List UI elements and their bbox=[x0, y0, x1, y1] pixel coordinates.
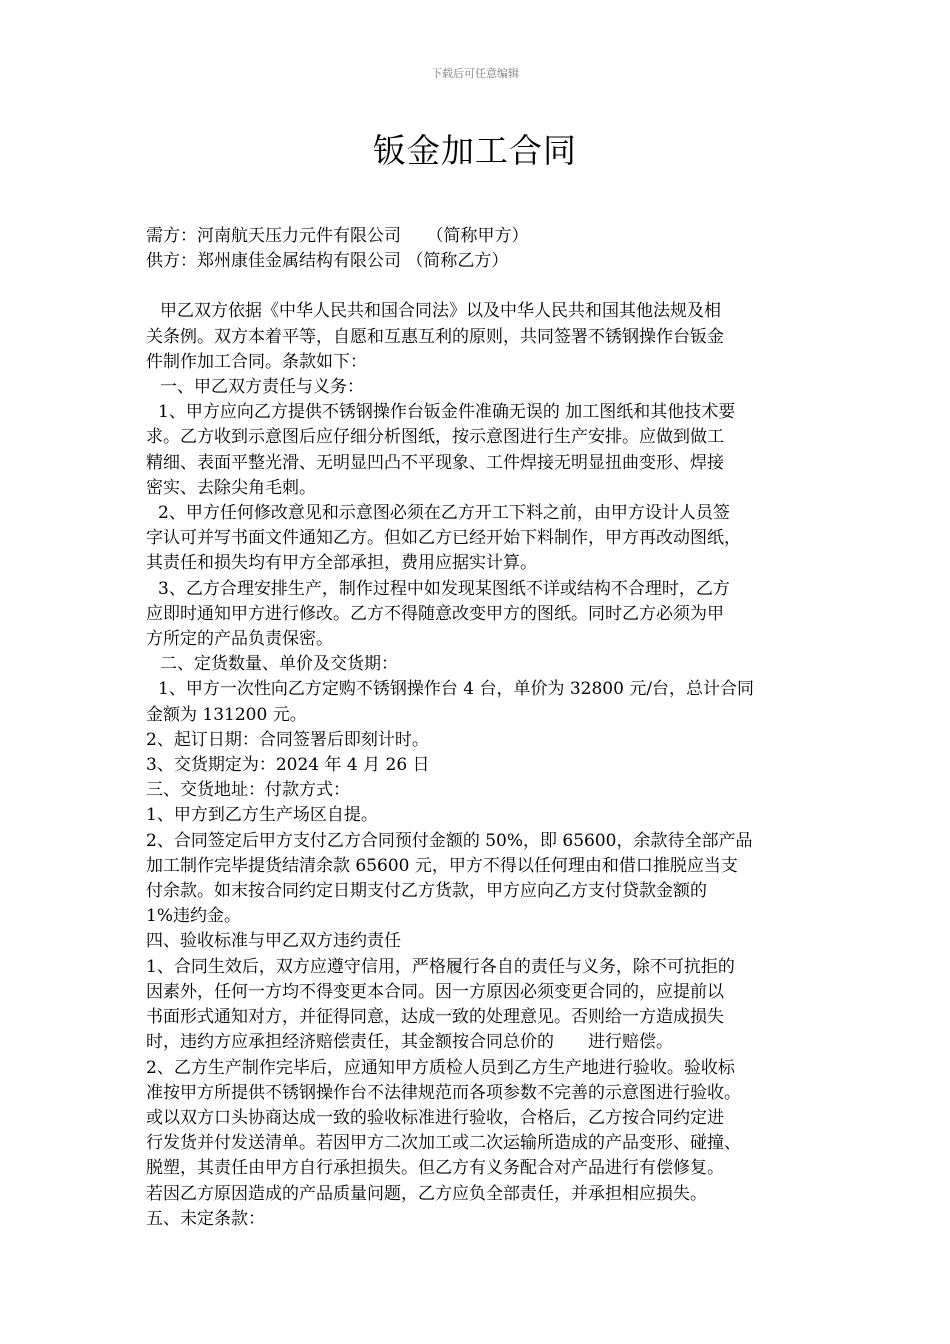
clause-line: 2、起订日期：合同签署后即刻计时。 bbox=[146, 729, 429, 750]
buyer-line: 需方：河南航天压力元件有限公司 （简称甲方） bbox=[146, 226, 529, 246]
parties-block bbox=[146, 224, 826, 274]
preamble-line: 甲乙双方依据《中华人民共和国合同法》以及中华人民共和国其他法规及相 bbox=[160, 301, 721, 322]
clause-line: 行发货并付发送清单。若因甲方二次加工或二次运输所造成的产品变形、碰撞、 bbox=[146, 1133, 741, 1154]
watermark-text: 下载后可任意编辑 bbox=[431, 67, 519, 80]
clause-line: 或以双方口头协商达成一致的验收标准进行验收，合格后，乙方按合同约定进 bbox=[146, 1107, 724, 1128]
preamble-line: 关条例。双方本着平等，自愿和互惠互利的原则，共同签署不锈钢操作台钣金 bbox=[146, 326, 724, 347]
clause-line: 金额为 131200 元。 bbox=[146, 704, 307, 725]
clause-line: 方所定的产品负责保密。 bbox=[146, 629, 333, 650]
clause-line: 1、甲方应向乙方提供不锈钢操作台钣金件准确无误的 加工图纸和其他技术要 bbox=[158, 402, 736, 423]
clause-line: 付余款。如末按合同约定日期支付乙方货款，甲方应向乙方支付贷款金额的 bbox=[146, 881, 707, 902]
clause-line: 应即时通知甲方进行修改。乙方不得随意改变甲方的图纸。同时乙方必须为甲 bbox=[146, 603, 724, 624]
clause-line: 3、乙方合理安排生产，制作过程中如发现某图纸不详或结构不合理时，乙方 bbox=[158, 578, 730, 599]
contract-body bbox=[146, 224, 826, 1232]
clause-line: 密实、去除尖角毛刺。 bbox=[146, 477, 316, 498]
clause-line: 2、甲方任何修改意见和示意图必须在乙方开工下料之前，由甲方设计人员签 bbox=[158, 503, 730, 524]
section-heading: 一、甲乙双方责任与义务： bbox=[160, 377, 364, 398]
clause-line: 1%违约金。 bbox=[146, 906, 241, 927]
clause-line: 1、甲方一次性向乙方定购不锈钢操作台 4 台，单价为 32800 元/台，总计合同 bbox=[158, 679, 755, 700]
clause-line: 精细、表面平整光滑、无明显凹凸不平现象、工件焊接无明显扭曲变形、焊接 bbox=[146, 452, 724, 473]
clause-line: 因素外，任何一方均不得变更本合同。因一方原因必须变更合同的，应提前以 bbox=[146, 981, 724, 1002]
clause-line: 加工制作完毕提货结清余款 65600 元，甲方不得以任何理由和借口推脱应当支 bbox=[146, 855, 738, 876]
section-heading: 二、定货数量、单价及交货期： bbox=[160, 654, 398, 675]
supplier-line: 供方：郑州康佳金属结构有限公司 （简称乙方） bbox=[146, 251, 509, 272]
clause-line: 1、合同生效后，双方应遵守信用，严格履行各自的责任与义务，除不可抗拒的 bbox=[146, 956, 735, 977]
clause-line: 2、乙方生产制作完毕后，应通知甲方质检人员到乙方生产地进行验收。验收标 bbox=[146, 1057, 735, 1078]
clause-line: 准按甲方所提供不锈钢操作台不法律规范而各项参数不完善的示意图进行验收。 bbox=[146, 1082, 741, 1103]
clause-line: 求。乙方收到示意图后应仔细分析图纸，按示意图进行生产安排。应做到做工 bbox=[146, 427, 724, 448]
clause-line: 1、甲方到乙方生产场区自提。 bbox=[146, 805, 378, 826]
clause-line: 若因乙方原因造成的产品质量问题，乙方应负全部责任，并承担相应损失。 bbox=[146, 1183, 707, 1204]
document-title: 钣金加工合同 bbox=[373, 131, 577, 170]
clause-line: 书面形式通知对方，并征得同意，达成一致的处理意见。否则给一方造成损失 bbox=[146, 1007, 724, 1028]
clause-line: 3、交货期定为：2024 年 4 月 26 日 bbox=[146, 755, 430, 776]
section-heading: 三、交货地址：付款方式： bbox=[146, 780, 350, 801]
clause-line: 其责任和损失均有甲方全部承担，费用应据实计算。 bbox=[146, 553, 537, 574]
clause-line: 时，违约方应承担经济赔偿责任，其金额按合同总价的 进行赔偿。 bbox=[146, 1032, 673, 1053]
preamble-line: 件制作加工合同。条款如下： bbox=[146, 351, 367, 372]
clause-line: 2、合同签定后甲方支付乙方合同预付金额的 50%，即 65600，余款待全部产品 bbox=[146, 830, 753, 851]
clause-line: 脱塑，其责任由甲方自行承担损失。但乙方有义务配合对产品进行有偿修复。 bbox=[146, 1158, 724, 1179]
section-heading: 五、未定条款： bbox=[146, 1208, 265, 1229]
section-heading: 四、验收标准与甲乙双方违约责任 bbox=[146, 931, 401, 952]
clause-line: 字认可并写书面文件通知乙方。但如乙方已经开始下料制作，甲方再改动图纸， bbox=[146, 528, 741, 549]
